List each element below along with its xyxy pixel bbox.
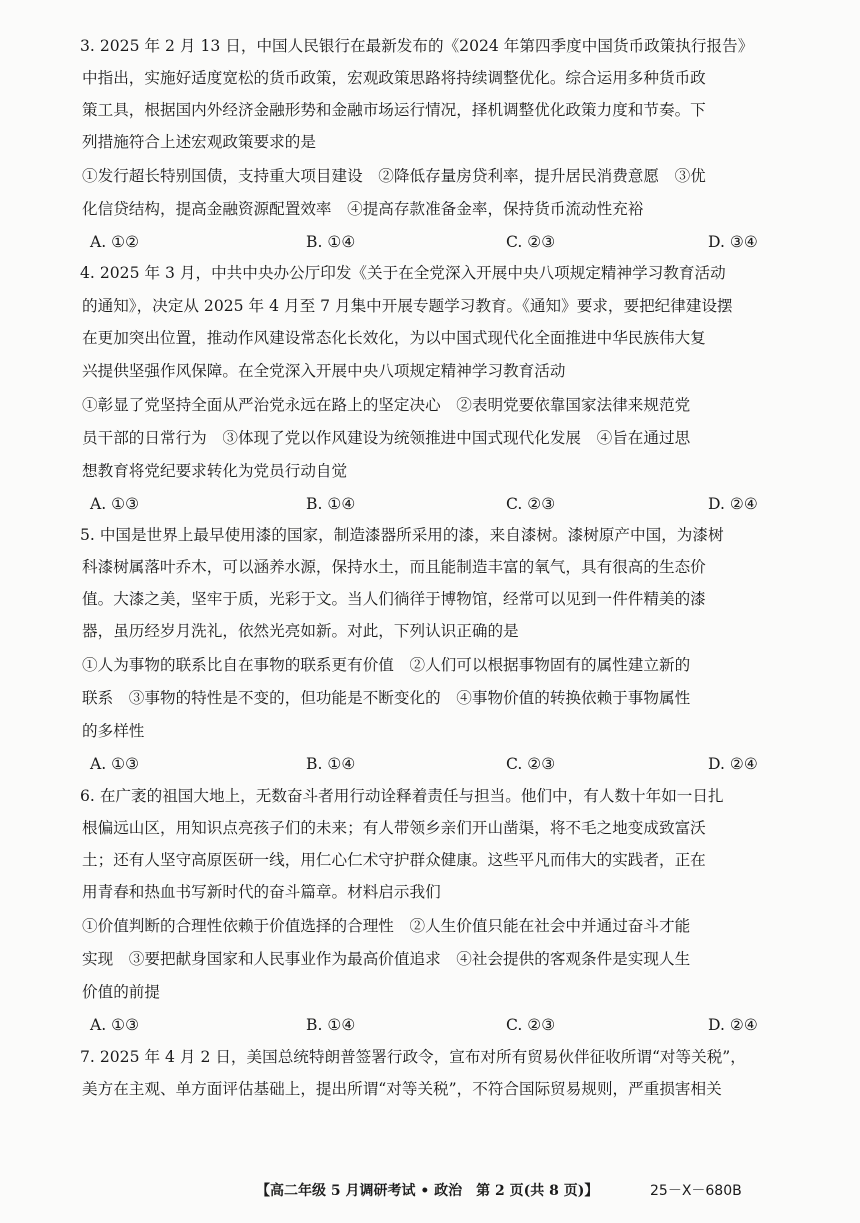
- question-text-line: 中指出，实施好适度宽松的货币政策，宏观政策思路将持续调整优化。综合运用多种货币政: [82, 69, 706, 87]
- option-d[interactable]: D. ②④: [708, 495, 758, 513]
- option-b[interactable]: B. ①④: [306, 755, 356, 773]
- choice-statements-line: 员干部的日常行为 ③体现了党以作风建设为统领推进中国式现代化发展 ④旨在通过思: [82, 429, 691, 447]
- answer-options: [82, 232, 782, 252]
- question-text-line: 在更加突出位置，推动作风建设常态化长效化，为以中国式现代化全面推进中华民族伟大复: [82, 329, 706, 347]
- footer-title: 【高二年级 5 月调研考试 • 政治 第 2 页(共 8 页)】: [256, 1183, 599, 1199]
- option-a[interactable]: A. ①③: [90, 755, 140, 773]
- option-a[interactable]: A. ①③: [90, 1016, 140, 1034]
- question-text-line: 5. 中国是世界上最早使用漆的国家，制造漆器所采用的漆，来自漆树。漆树原产中国，为漆树: [80, 526, 724, 544]
- option-a[interactable]: A. ①③: [90, 495, 140, 513]
- question-text-line: 科漆树属落叶乔木，可以涵养水源，保持水土，而且能制造丰富的氧气，具有很高的生态价: [82, 558, 706, 576]
- question-text-line: 土；还有人坚守高原医研一线，用仁心仁术守护群众健康。这些平凡而伟大的实践者，正在: [82, 851, 706, 869]
- choice-statements-line: ①发行超长特别国债，支持重大项目建设 ②降低存量房贷利率，提升居民消费意愿 ③优: [82, 167, 706, 185]
- choice-statements-line: ①彰显了党坚持全面从严治党永远在路上的坚定决心 ②表明党要依靠国家法律来规范党: [82, 396, 691, 414]
- option-b[interactable]: B. ①④: [306, 1016, 356, 1034]
- option-c[interactable]: C. ②③: [506, 233, 556, 251]
- option-c[interactable]: C. ②③: [506, 1016, 556, 1034]
- option-b[interactable]: B. ①④: [306, 233, 356, 251]
- choice-statements-line: 联系 ③事物的特性是不变的，但功能是不断变化的 ④事物价值的转换依赖于事物属性: [82, 689, 691, 707]
- option-d[interactable]: D. ②④: [708, 755, 758, 773]
- choice-statements-line: ①价值判断的合理性依赖于价值选择的合理性 ②人生价值只能在社会中并通过奋斗才能: [82, 917, 691, 935]
- option-c[interactable]: C. ②③: [506, 755, 556, 773]
- choice-statements-line: 实现 ③要把献身国家和人民事业作为最高价值追求 ④社会提供的客观条件是实现人生: [82, 950, 691, 968]
- question-text-line: 策工具，根据国内外经济金融形势和金融市场运行情况，择机调整优化政策力度和节奏。下: [82, 101, 706, 119]
- question-text-line: 3. 2025 年 2 月 13 日，中国人民银行在最新发布的《2024 年第四季度中国货币政策执行报告》: [80, 37, 754, 55]
- option-d[interactable]: D. ②④: [708, 1016, 758, 1034]
- option-c[interactable]: C. ②③: [506, 495, 556, 513]
- choice-statements-line: 价值的前提: [82, 983, 160, 1001]
- choice-statements-line: 想教育将党纪要求转化为党员行动自觉: [82, 462, 348, 480]
- question-text-line: 6. 在广袤的祖国大地上，无数奋斗者用行动诠释着责任与担当。他们中，有人数十年如一日扎: [80, 787, 724, 805]
- question-text-line: 美方在主观、单方面评估基础上，提出所谓“对等关税”，不符合国际贸易规则，严重损害相关: [82, 1080, 722, 1098]
- question-text-line: 根偏远山区，用知识点亮孩子们的未来；有人带领乡亲们开山凿渠，将不毛之地变成致富沃: [82, 819, 706, 837]
- question-text-line: 4. 2025 年 3 月，中共中央办公厅印发《关于在全党深入开展中央八项规定精神学习教育活动: [80, 264, 726, 282]
- answer-options: [82, 754, 782, 774]
- question-text-line: 值。大漆之美，坚牢于质，光彩于文。当人们徜徉于博物馆，经常可以见到一件件精美的漆: [82, 590, 706, 608]
- question-text-line: 兴提供坚强作风保障。在全党深入开展中央八项规定精神学习教育活动: [82, 362, 566, 380]
- option-b[interactable]: B. ①④: [306, 495, 356, 513]
- page-footer: [0, 1180, 860, 1202]
- choice-statements-line: 化信贷结构，提高金融资源配置效率 ④提高存款准备金率，保持货币流动性充裕: [82, 200, 644, 218]
- option-a[interactable]: A. ①②: [90, 233, 140, 251]
- choice-statements-line: 的多样性: [82, 722, 145, 740]
- answer-options: [82, 1015, 782, 1035]
- question-text-line: 7. 2025 年 4 月 2 日，美国总统特朗普签署行政令，宣布对所有贸易伙伴征收所谓“对等关税”，: [80, 1048, 746, 1066]
- exam-code: 25－X－680B: [650, 1183, 742, 1199]
- question-text-line: 的通知》，决定从 2025 年 4 月至 7 月集中开展专题学习教育。《通知》要求，要把纪律建设摆: [82, 297, 733, 315]
- choice-statements-line: ①人为事物的联系比自在事物的联系更有价值 ②人们可以根据事物固有的属性建立新的: [82, 656, 691, 674]
- question-text-line: 用青春和热血书写新时代的奋斗篇章。材料启示我们: [82, 883, 441, 901]
- question-text-line: 器，虽历经岁月洗礼，依然光亮如新。对此，下列认识正确的是: [82, 622, 519, 640]
- answer-options: [82, 494, 782, 514]
- question-text-line: 列措施符合上述宏观政策要求的是: [82, 133, 316, 151]
- option-d[interactable]: D. ③④: [708, 233, 758, 251]
